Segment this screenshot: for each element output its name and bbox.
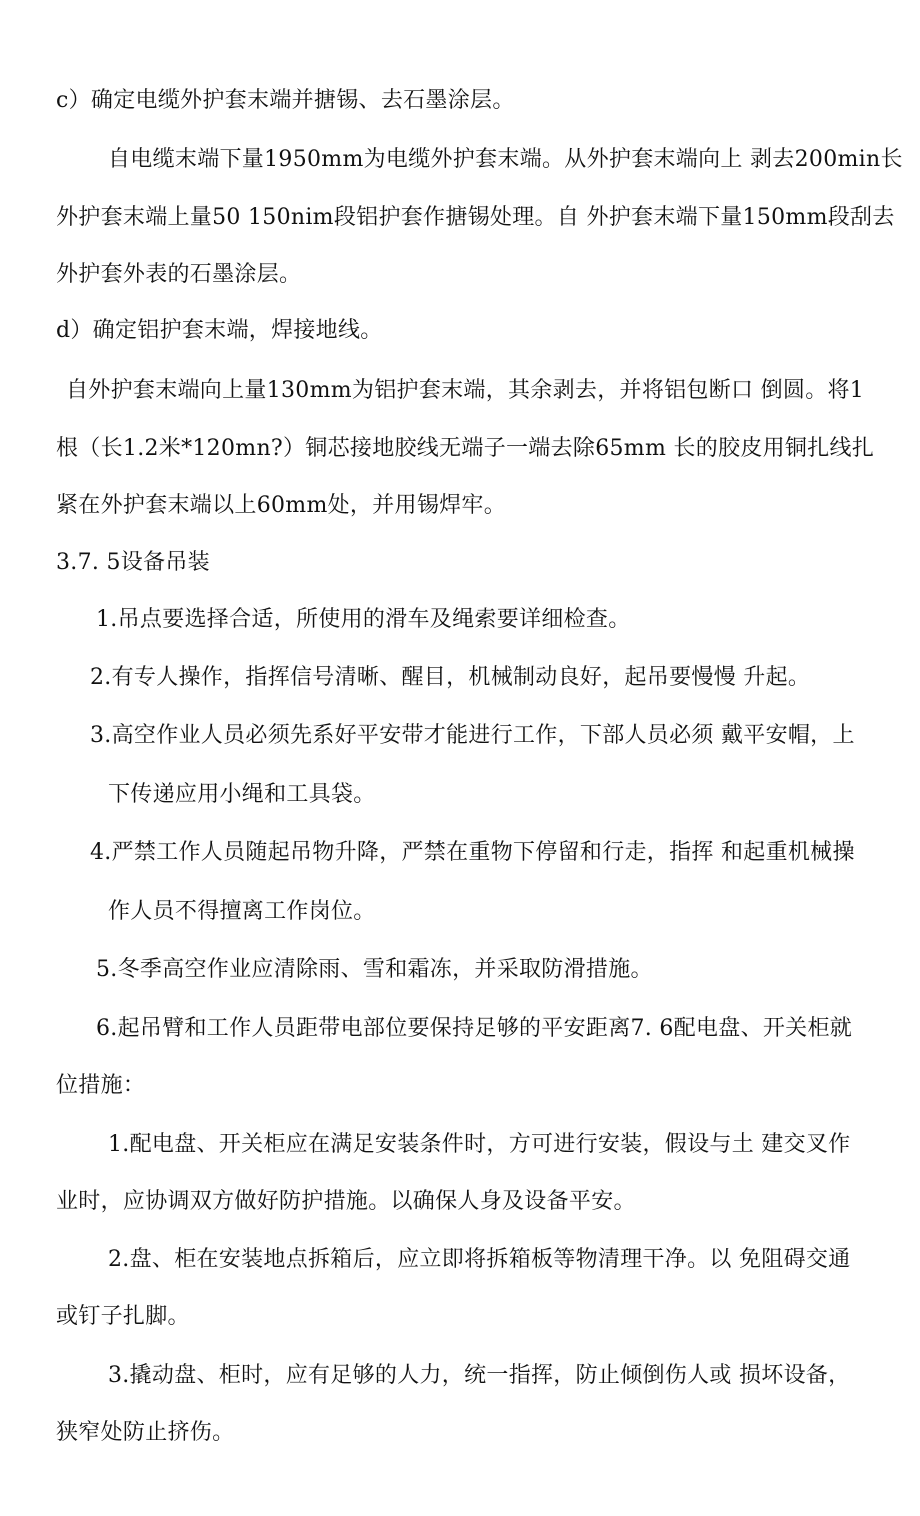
list-item-5: 5.冬季高空作业应清除雨、雪和霜冻，并采取防滑措施。 <box>96 957 653 982</box>
text-line-7: 根（长1.2米*120mn?）铜芯接地胶线无端子一端去除65mm 长的胶皮用铜扎线扎 <box>56 436 875 461</box>
measure-item-1: 1.配电盘、开关柜应在满足安装条件时，方可进行安装，假设与土 建交叉作 <box>108 1132 851 1157</box>
measure-item-2: 2.盘、柜在安装地点拆箱后，应立即将拆箱板等物清理干净。以 免阻碍交通 <box>108 1247 851 1272</box>
measure-item-3-cont: 狭窄处防止挤伤。 <box>56 1420 235 1445</box>
text-line-1: c）确定电缆外护套末端并搪锡、去石墨涂层。 <box>56 88 515 113</box>
text-line-5: d）确定铝护套末端，焊接地线。 <box>56 318 383 343</box>
measure-item-3: 3.撬动盘、柜时，应有足够的人力，统一指挥，防止倾倒伤人或 损坏设备， <box>108 1363 851 1388</box>
list-item-6-cont: 位措施： <box>56 1073 146 1098</box>
list-item-4-cont: 作人员不得擅离工作岗位。 <box>108 899 376 924</box>
list-item-4: 4.严禁工作人员随起吊物升降，严禁在重物下停留和行走，指挥 和起重机械操 <box>90 840 855 865</box>
text-line-6: 自外护套末端向上量130mm为铝护套末端，其余剥去，并将铝包断口 倒圆。将1 <box>66 378 865 403</box>
list-item-3: 3.高空作业人员必须先系好平安带才能进行工作，下部人员必须 戴平安帽，上 <box>90 723 855 748</box>
list-item-1: 1.吊点要选择合适，所使用的滑车及绳索要详细检查。 <box>96 607 631 632</box>
text-line-3: 外护套末端上量50 150nim段铝护套作搪锡处理。自 外护套末端下量150mm段刮去 <box>56 205 895 230</box>
text-line-2: 自电缆末端下量1950mm为电缆外护套末端。从外护套末端向上 剥去200min长 <box>108 147 903 172</box>
list-item-3-cont: 下传递应用小绳和工具袋。 <box>108 782 376 807</box>
list-item-2: 2.有专人操作，指挥信号清晰、醒目，机械制动良好，起吊要慢慢 升起。 <box>90 665 811 690</box>
measure-item-2-cont: 或钉子扎脚。 <box>56 1304 190 1329</box>
measure-item-1-cont: 业时，应协调双方做好防护措施。以确保人身及设备平安。 <box>56 1189 636 1214</box>
text-line-4: 外护套外表的石墨涂层。 <box>56 262 302 287</box>
section-heading: 3.7. 5设备吊装 <box>56 550 210 575</box>
list-item-6: 6.起吊臂和工作人员距带电部位要保持足够的平安距离7. 6配电盘、开关柜就 <box>96 1016 853 1041</box>
text-line-8: 紧在外护套末端以上60mm处，并用锡焊牢。 <box>56 493 507 518</box>
